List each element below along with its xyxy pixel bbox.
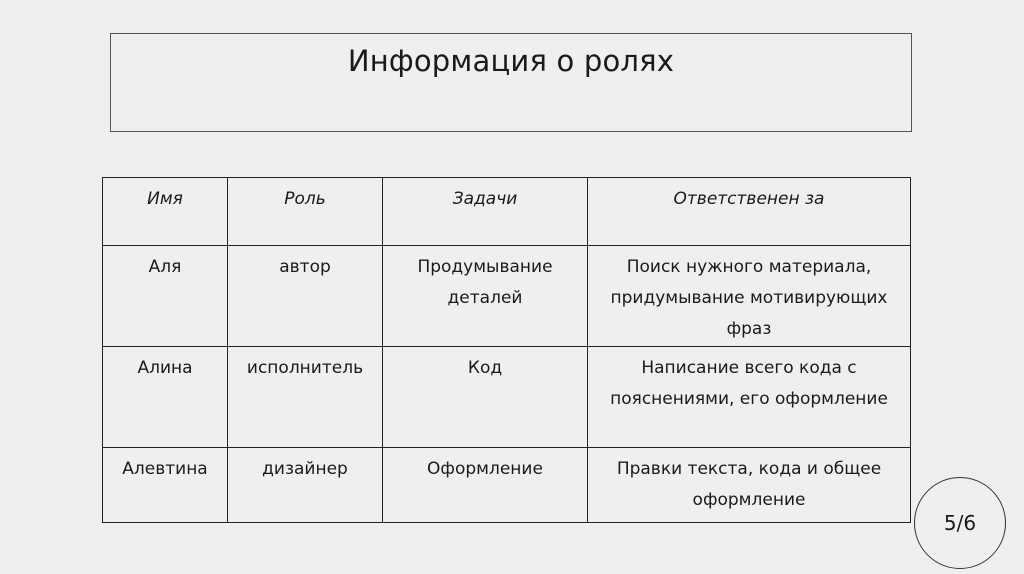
cell-role: автор — [228, 246, 383, 347]
cell-responsible: Написание всего кода с пояснениями, его оформление — [588, 347, 911, 448]
cell-name: Алина — [103, 347, 228, 448]
cell-responsible: Правки текста, кода и общее оформление — [588, 448, 911, 523]
cell-tasks: Оформление — [383, 448, 588, 523]
cell-role: дизайнер — [228, 448, 383, 523]
table-row — [103, 347, 911, 448]
cell-role: исполнитель — [228, 347, 383, 448]
column-header-tasks: Задачи — [383, 178, 588, 246]
page-number: 5/6 — [943, 511, 977, 535]
cell-name: Алевтина — [103, 448, 228, 523]
roles-table — [102, 177, 911, 523]
table-row — [103, 448, 911, 523]
page-number-badge — [914, 477, 1006, 569]
column-header-responsible: Ответственен за — [588, 178, 911, 246]
column-header-role: Роль — [228, 178, 383, 246]
table-row — [103, 246, 911, 347]
title-box — [110, 33, 912, 132]
page-title: Информация о ролях — [347, 44, 675, 78]
cell-tasks: Код — [383, 347, 588, 448]
column-header-name: Имя — [103, 178, 228, 246]
cell-name: Аля — [103, 246, 228, 347]
cell-tasks: Продумывание деталей — [383, 246, 588, 347]
cell-responsible: Поиск нужного материала, придумывание мотивирующих фраз — [588, 246, 911, 347]
table-header-row — [103, 178, 911, 246]
